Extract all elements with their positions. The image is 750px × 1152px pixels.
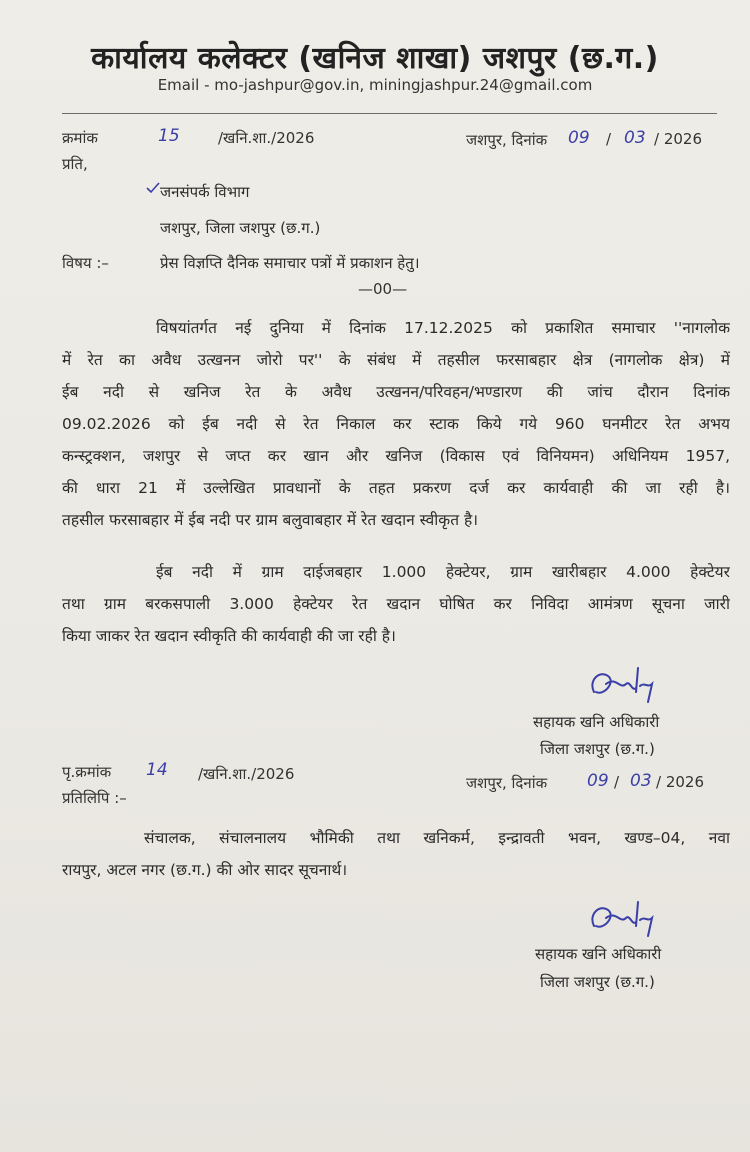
pr-kramank-label: पृ.क्रमांक [62,763,112,781]
kramank-suffix: /खनि.शा./2026 [218,129,315,147]
para1-line: 09.02.2026 को ईब नदी से रेत निकाल कर स्टाक किये गये 960 घनमीटर रेत अभय [62,415,730,433]
copy-to-paragraph [62,822,730,886]
signatory-district-2: जिला जशपुर (छ.ग.) [540,973,655,991]
para1-line: विषयांतर्गत नई दुनिया में दिनांक 17.12.2025 को प्रकाशित समाचार ''नागलोक [156,319,730,337]
pr-date-month: 03 [630,771,652,791]
date-month: 03 [624,128,646,148]
tick-mark-icon [146,182,160,194]
pr-kramank-suffix: /खनि.शा./2026 [198,765,295,783]
body-paragraph-2 [62,556,730,652]
date-day: 09 [568,128,590,148]
date-slash: / [606,130,612,148]
body-paragraph-1 [62,312,730,536]
signatory-district: जिला जशपुर (छ.ग.) [540,740,655,758]
kramank-number: 15 [158,126,180,146]
pr-date-label: जशपुर, दिनांक [466,774,548,792]
pratilipi-label: प्रतिलिपि :– [62,789,127,807]
pr-date-day: 09 [587,771,609,791]
copy-to-line: रायपुर, अटल नगर (छ.ग.) की ओर सादर सूचनार्थ। [62,861,348,879]
subject-divider: —00— [358,280,408,298]
pr-date-slash: / [614,773,620,791]
para1-line: ईब नदी से खनिज रेत के अवैध उत्खनन/परिवहन/भण्डारण की जांच दौरान दिनांक [62,383,730,401]
para1-line: की धारा 21 में उल्लेखित प्रावधानों के तहत प्रकरण दर्ज कर कार्यवाही की जा रही है। [62,479,730,497]
letterhead-email: Email - mo-jashpur@gov.in, miningjashpur.24@gmail.com [157,76,593,94]
subject-label: विषय :– [62,254,109,272]
addressee-location: जशपुर, जिला जशपुर (छ.ग.) [160,219,321,237]
pr-date-year: / 2026 [656,773,704,791]
kramank-label: क्रमांक [62,129,98,147]
signatory-designation: सहायक खनि अधिकारी [533,713,660,731]
prati-label: प्रति, [62,155,88,173]
addressee-dept: जनसंपर्क विभाग [160,183,250,201]
para1-line: में रेत का अवैध उत्खनन जोरो पर'' के संबंध में तहसील फरसाबहार क्षेत्र (नागलोक क्षेत्र) में [62,351,730,369]
pr-kramank-number: 14 [146,760,168,780]
date-year: / 2026 [654,130,702,148]
para1-line: तहसील फरसाबहार में ईब नदी पर ग्राम बलुवाबहार में रेत खदान स्वीकृत है। [62,511,479,529]
date-label: जशपुर, दिनांक [466,131,548,149]
subject-text: प्रेस विज्ञप्ति दैनिक समाचार पत्रों में प्रकाशन हेतु। [160,254,420,272]
para2-line: किया जाकर रेत खदान स्वीकृति की कार्यवाही की जा रही है। [62,627,396,645]
para2-line: तथा ग्राम बरकसपाली 3.000 हेक्टेयर रेत खदान घोषित कर निविदा आमंत्रण सूचना जारी [62,595,730,613]
copy-to-line: संचालक, संचालनालय भौमिकी तथा खनिकर्म, इन्द्रावती भवन, खण्ड–04, नवा [144,829,730,847]
para1-line: कन्स्ट्रक्शन, जशपुर से जप्त कर खान और खनिज (विकास एवं विनियमन) अधिनियम 1957, [62,447,730,465]
signatory-designation-2: सहायक खनि अधिकारी [535,945,662,963]
para2-line: ईब नदी में ग्राम दाईजबहार 1.000 हेक्टेयर, ग्राम खारीबहार 4.000 हेक्टेयर [156,563,730,581]
header-divider [62,113,717,114]
signature-icon [586,896,666,940]
letterhead-title: कार्यालय कलेक्टर (खनिज शाखा) जशपुर (छ.ग.) [91,41,659,76]
signature-icon [586,662,666,706]
